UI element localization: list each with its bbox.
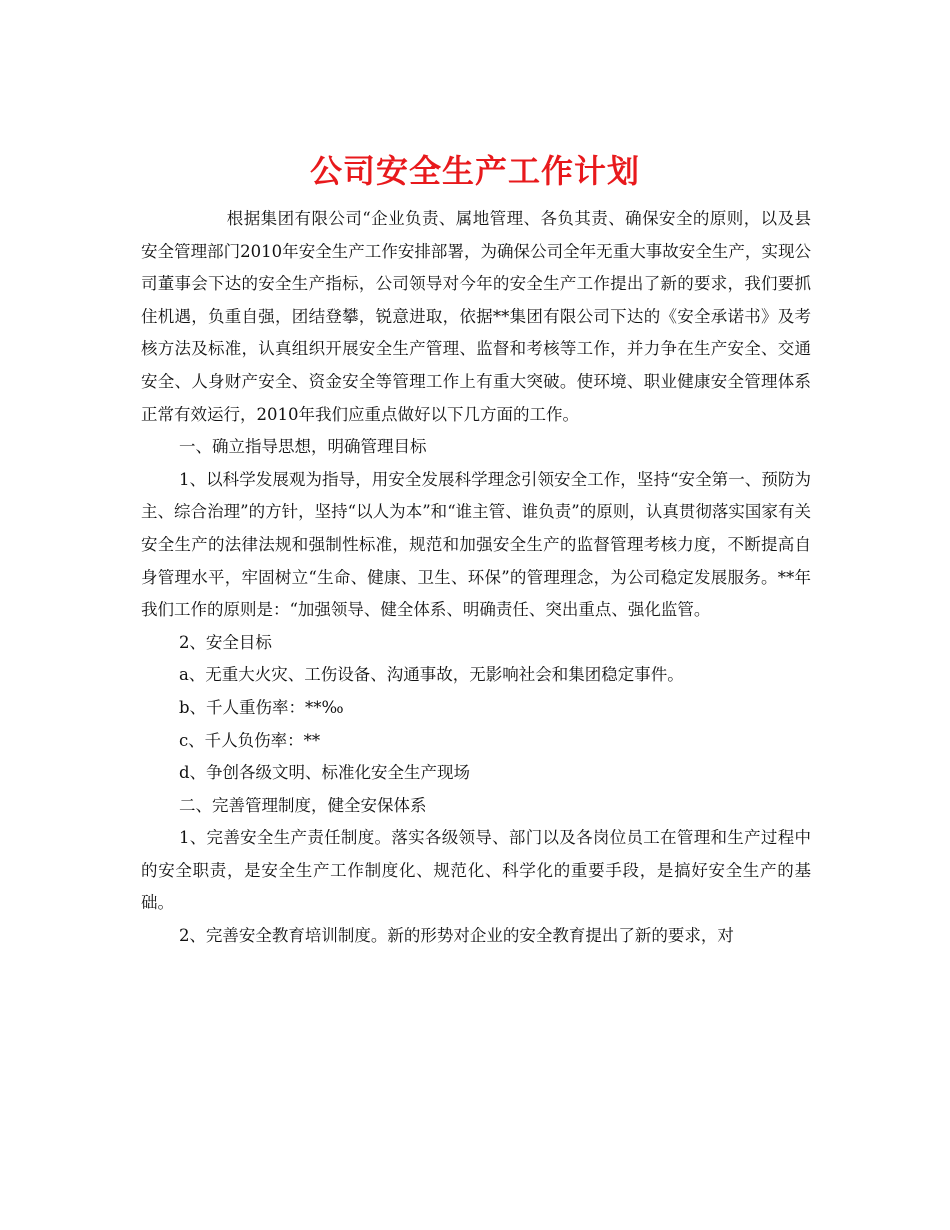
paragraph-training-system: 2、完善安全教育培训制度。新的形势对企业的安全教育提出了新的要求，对 [178, 926, 734, 946]
section-heading-1: 一、确立指导思想，明确管理目标 [178, 437, 427, 457]
paragraph-intro: 根据集团有限公司“企业负责、属地管理、各负其责、确保安全的原则，以及县安全管理部门2010年安全生产工作安排部署，为确保公司全年无重大事故安全生产，实现公司董事会下达的安全生产指标，公司领导对今年的安全生产工作提出了新的要求，我们要抓住机遇，负重自强，团结登攀，锐意进取，依据**集团有限公司下达的《安全承诺书》及考核方法及标准，认真组织开展安全生产管理、监督和考核等工作，并力争在生产安全、交通安全、人身财产安全、资金安全等管理工作上有重大突破。使环境、职业健康安全管理体系正常有效运行，2010年我们应重点做好以下几方面的工作。 [141, 209, 811, 424]
subheading-safety-goals: 2、安全目标 [178, 632, 272, 652]
goal-item-d: d、争创各级文明、标准化安全生产现场 [178, 763, 470, 783]
paragraph-responsibility-system: 1、完善安全生产责任制度。落实各级领导、部门以及各岗位员工在管理和生产过程中的安全职责，是安全生产工作制度化、规范化、科学化的重要手段，是搞好安全生产的基础。 [141, 828, 811, 913]
goal-item-b: b、千人重伤率：**‰ [178, 697, 344, 717]
document-title: 公司安全生产工作计划 [309, 152, 640, 191]
goal-item-c: c、千人负伤率：** [178, 730, 321, 750]
section-heading-2: 二、完善管理制度，健全安保体系 [178, 795, 427, 815]
document-body [141, 203, 811, 953]
paragraph-guiding-thought: 1、以科学发展观为指导，用安全发展科学理念引领安全工作，坚持“安全第一、预防为主、综合治理”的方针，坚持“以人为本”和“谁主管、谁负责”的原则，认真贯彻落实国家有关安全生产的法律法规和强制性标准，规范和加强安全生产的监督管理考核力度，不断提高自身管理水平，牢固树立“生命、健康、卫生、环保”的管理理念，为公司稳定发展服务。**年我们工作的原则是：“加强领导、健全体系、明确责任、突出重点、强化监管。 [141, 469, 811, 620]
goal-item-a: a、无重大火灾、工伤设备、沟通事故，无影响社会和集团稳定事件。 [178, 665, 684, 685]
